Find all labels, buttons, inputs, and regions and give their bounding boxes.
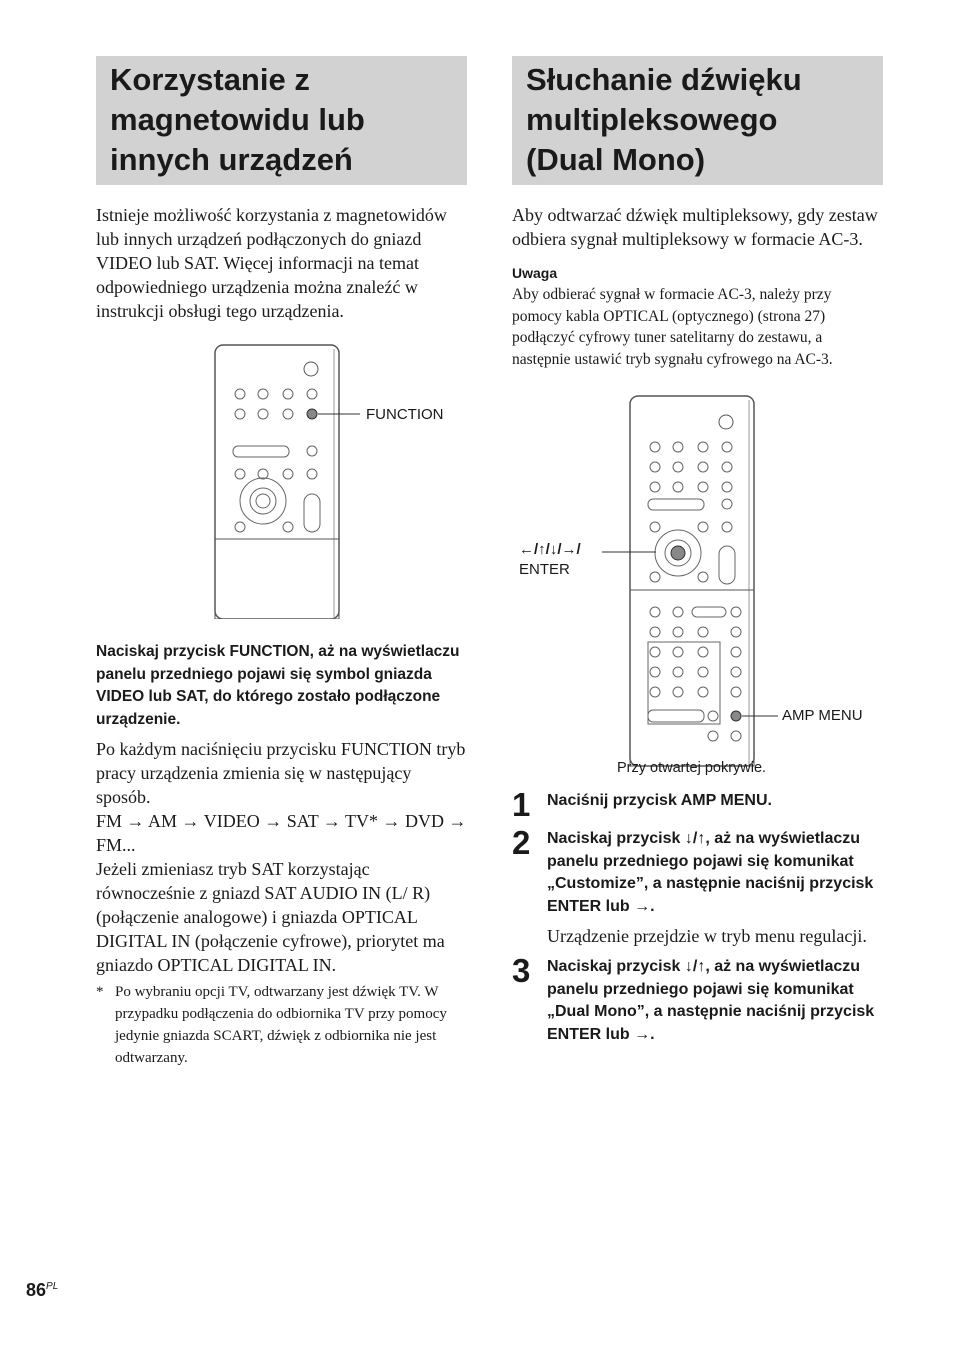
callout-amp-menu: AMP MENU — [782, 707, 863, 724]
callout-enter: ENTER — [519, 561, 570, 578]
step-3 — [512, 952, 883, 1046]
remote-figure-amp-menu — [512, 380, 883, 780]
heading-line: magnetowidu lub — [110, 102, 365, 137]
step-number: 1 — [512, 786, 531, 823]
function-sequence: FM → AM → VIDEO → SAT → TV* → DVD → FM... — [96, 811, 467, 855]
right-column — [512, 56, 883, 1046]
step-title: Naciśnij przycisk AMP MENU. — [547, 792, 772, 809]
remote-figure-function — [96, 339, 467, 619]
heading-line: multipleksowego — [526, 102, 778, 137]
figure-caption: Przy otwartej pokrywie. — [617, 760, 767, 776]
section-heading-left — [96, 56, 467, 185]
footnote-text: Po wybraniu opcji TV, odtwarzany jest dźwięk TV. W przypadku podłączenia do odbiornika TV przy pomocy jedynie gniazda SCART, dźwięk z odbiornika nie jest odtwarzany. — [115, 984, 447, 1066]
intro-paragraph-left: Istnieje możliwość korzystania z magnetowidów lub innych urządzeń podłączonych do gniazd VIDEO lub SAT. Więcej informacji na temat odpowiedniego urządzenia można znaleźć w instrukcji obsługi tego urządzenia. — [96, 205, 447, 321]
step-body — [547, 828, 883, 948]
step-title: Naciskaj przycisk ↓/↑, aż na wyświetlaczu panelu przedniego pojawi się komunikat „Customize”, a następnie naciśnij przycisk ENTER lub →. — [547, 830, 874, 915]
body-paragraph: Po każdym naciśnięciu przycisku FUNCTION tryb pracy urządzenia zmienia się w następujący sposób. — [96, 739, 466, 807]
section-heading-right — [512, 56, 883, 185]
heading-line: (Dual Mono) — [526, 142, 706, 177]
steps-list — [512, 786, 883, 1046]
body-paragraph-sat: Jeżeli zmieniasz tryb SAT korzystając równocześnie z gniazd SAT AUDIO IN (L/ R) (połączenie analogowe) i gniazda OPTICAL DIGITAL IN (połączenie cyfrowe), priorytet ma gniazdo OPTICAL DIGITAL IN. — [96, 859, 445, 975]
page-language-suffix: PL — [46, 1281, 59, 1292]
step-body — [547, 956, 883, 1046]
note-text: Aby odbierać sygnał w formacie AC-3, należy przy pomocy kabla OPTICAL (optycznego) (strona 27) podłączyć cyfrowy tuner satelitarny do zestawu, a następnie ustawić tryb sygnału cyfrowego na AC-3. — [512, 286, 833, 368]
step-number: 2 — [512, 824, 531, 861]
step-result: Urządzenie przejdzie w tryb menu regulacji. — [547, 926, 867, 946]
note-label: Uwaga — [512, 265, 558, 281]
heading-line: Korzystanie z — [110, 62, 310, 97]
heading-line: Słuchanie dźwięku — [526, 62, 802, 97]
heading-line: innych urządzeń — [110, 142, 353, 177]
page-number-value: 86 — [26, 1280, 47, 1300]
footnote-mark: * — [96, 984, 104, 1000]
callout-function: FUNCTION — [366, 406, 444, 423]
left-column — [96, 56, 467, 1069]
step-title: Naciskaj przycisk ↓/↑, aż na wyświetlaczu panelu przedniego pojawi się komunikat „Dual Mono”, a następnie naciśnij przycisk ENTER lub →. — [547, 958, 875, 1043]
step-body — [547, 790, 883, 820]
callout-arrows: ←/↑/↓/→/ — [519, 541, 581, 558]
remote-control-illustration — [96, 339, 467, 619]
footnote — [96, 981, 467, 1069]
intro-paragraph-right: Aby odtwarzać dźwięk multipleksowy, gdy zestaw odbiera sygnał multipleksowy w formacie AC-3. — [512, 205, 878, 249]
heading-right — [526, 60, 869, 180]
step-number: 3 — [512, 952, 531, 989]
step-2 — [512, 824, 883, 948]
instruction-function: Naciskaj przycisk FUNCTION, aż na wyświetlaczu panelu przedniego pojawi się symbol gniazda VIDEO lub SAT, do którego zostało podłączone urządzenie. — [96, 643, 460, 728]
step-1 — [512, 786, 883, 823]
heading-left — [110, 60, 453, 180]
page-number — [26, 1280, 58, 1301]
